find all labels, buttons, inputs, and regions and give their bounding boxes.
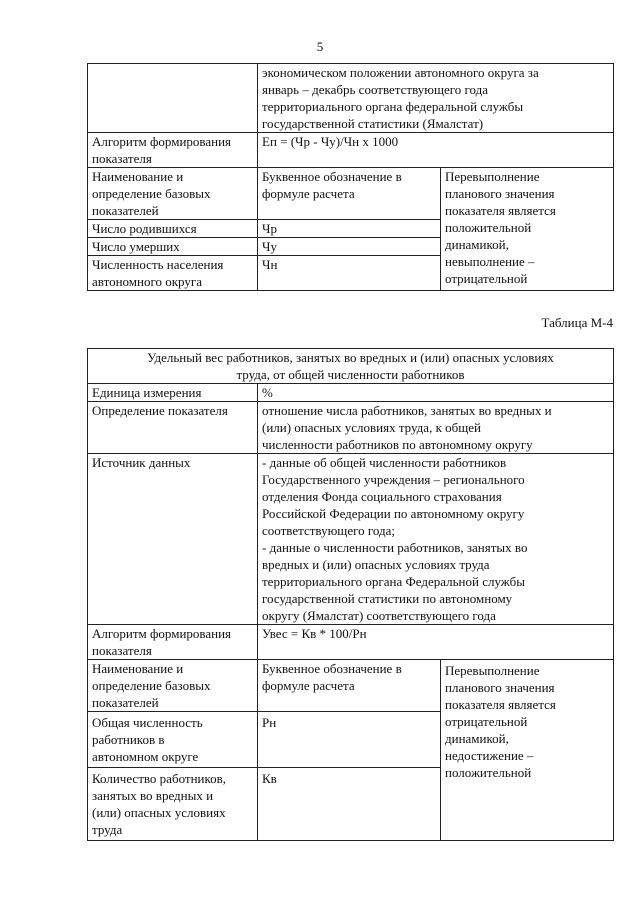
table-row xyxy=(88,349,614,384)
base-indicator-symbol: Рн xyxy=(258,712,441,768)
base-indicators-label: Наименование и определение базовых показателей xyxy=(88,660,258,712)
base-indicator-name: Численность населения автономного округа xyxy=(88,256,258,291)
dynamics-note: Перевыполнение планового значения показателя является отрицательной динамикой, недостижение – положительной xyxy=(441,660,614,841)
base-indicator-symbol: Чр xyxy=(258,220,441,238)
indicator-table-m4 xyxy=(87,348,614,841)
indicator-table-continued xyxy=(87,63,614,291)
algorithm-label: Алгоритм формирования показателя xyxy=(88,625,258,660)
symbol-header: Буквенное обозначение в формуле расчета xyxy=(258,168,441,220)
base-indicator-symbol: Кв xyxy=(258,768,441,841)
empty-cell xyxy=(88,64,258,133)
table-row xyxy=(88,384,614,402)
source-value: - данные об общей численности работников Государственного учреждения – регионального отделения Фонда социального страхования Российской Федерации по автономному округу соответствующего года; - данные о численности работников, занятых во вредных и (или) опасных условиях труда территориального органа Федеральной службы государственной статистики по автономному округу (Ямалстат) соответствующего года xyxy=(258,454,614,625)
table-row xyxy=(88,168,614,220)
table-row xyxy=(88,64,614,133)
algorithm-label: Алгоритм формирования показателя xyxy=(88,133,258,168)
definition-value: отношение числа работников, занятых во вредных и (или) опасных условиях труда, к общей численности работников по автономному округу xyxy=(258,402,614,454)
base-indicator-name: Общая численность работников в автономном округе xyxy=(88,712,258,768)
unit-value: % xyxy=(258,384,614,402)
table-row xyxy=(88,454,614,625)
base-indicator-name: Число родившихся xyxy=(88,220,258,238)
algorithm-formula: Еп = (Чр - Чу)/Чн х 1000 xyxy=(258,133,614,168)
table-caption: Таблица М-4 xyxy=(541,315,613,330)
base-indicator-symbol: Чн xyxy=(258,256,441,291)
dynamics-note: Перевыполнение планового значения показателя является положительной динамикой, невыполнение – отрицательной xyxy=(441,168,614,291)
source-label: Источник данных xyxy=(88,454,258,625)
base-indicator-symbol: Чу xyxy=(258,238,441,256)
base-indicator-name: Число умерших xyxy=(88,238,258,256)
table-title: Удельный вес работников, занятых во вредных и (или) опасных условиях труда, от общей численности работников xyxy=(88,349,614,384)
algorithm-formula: Увес = Кв * 100/Рн xyxy=(258,625,614,660)
symbol-header: Буквенное обозначение в формуле расчета xyxy=(258,660,441,712)
table-row xyxy=(88,402,614,454)
source-continuation-cell: экономическом положении автономного округа за январь – декабрь соответствующего года территориального органа федеральной службы государственной статистики (Ямалстат) xyxy=(258,64,614,133)
table-row xyxy=(88,133,614,168)
table-row xyxy=(88,625,614,660)
base-indicator-name: Количество работников, занятых во вредных и (или) опасных условиях труда xyxy=(88,768,258,841)
base-indicators-label: Наименование и определение базовых показателей xyxy=(88,168,258,220)
unit-label: Единица измерения xyxy=(88,384,258,402)
page-number: 5 xyxy=(316,39,324,54)
definition-label: Определение показателя xyxy=(88,402,258,454)
table-row xyxy=(88,660,614,712)
